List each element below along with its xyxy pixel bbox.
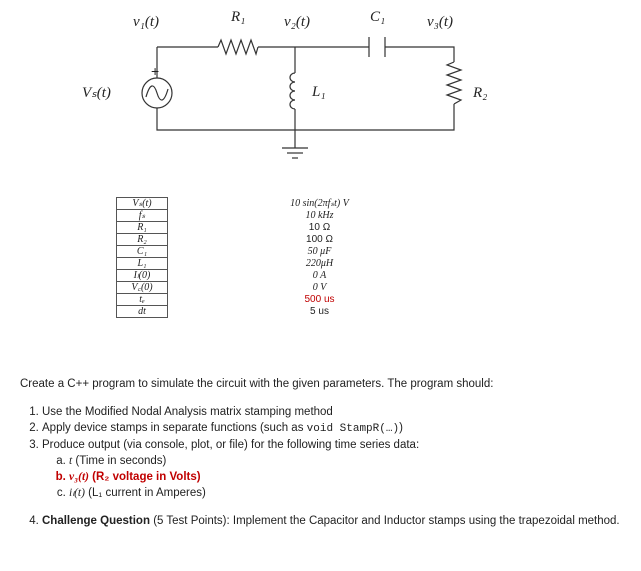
parameter-value: 50 μF: [307, 246, 332, 257]
parameter-table: [116, 197, 375, 318]
parameter-row: [117, 294, 375, 306]
node-label-v1: v₁(t): [133, 14, 160, 30]
parameter-spacer: [168, 234, 265, 246]
parameter-spacer: [168, 210, 265, 222]
parameter-value: 5 us: [310, 306, 329, 317]
challenge-heading: Challenge Question: [42, 515, 150, 527]
requirement-4: [42, 513, 641, 529]
assignment-prompt: Create a C++ program to simulate the circuit with the given parameters. The program should:: [20, 378, 494, 390]
output-series-list: [42, 453, 641, 501]
requirement-1: [42, 404, 641, 420]
parameter-spacer: [168, 282, 265, 294]
parameter-value: 100 Ω: [306, 234, 333, 245]
requirement-1-text: Use the Modified Nodal Analysis matrix stamping method: [42, 406, 333, 418]
parameter-row: [117, 258, 375, 270]
parameter-spacer: [168, 306, 265, 318]
parameter-value: 0 V: [312, 282, 327, 293]
output-time-text: (Time in seconds): [72, 455, 167, 467]
wire-source-bottom: [157, 108, 295, 130]
requirement-3-text: Produce output (via console, plot, or file) for the following time series data:: [42, 439, 420, 451]
inductor-l1: [290, 73, 295, 109]
parameter-value: 220μH: [305, 258, 334, 269]
resistor-r2: [447, 62, 461, 104]
parameter-symbol: L₁: [117, 258, 168, 270]
parameter-row: [117, 282, 375, 294]
resistor-r1-label: R₁: [231, 9, 246, 25]
parameter-spacer: [168, 246, 265, 258]
parameter-spacer: [168, 258, 265, 270]
output-il: [69, 485, 641, 501]
output-time: [69, 453, 641, 469]
output-v3: [69, 469, 641, 485]
output-v3-text: (R₂ voltage in Volts): [88, 471, 201, 483]
resistor-r2-label: R₂: [473, 85, 488, 101]
requirements-list: [20, 404, 641, 529]
output-il-text: (L₁ current in Amperes): [84, 487, 206, 499]
parameter-symbol: R₂: [117, 234, 168, 246]
parameter-symbol: tₑ: [117, 294, 168, 306]
parameter-row: [117, 210, 375, 222]
capacitor-c1-label: C₁: [370, 9, 386, 25]
parameter-symbol: dt: [117, 306, 168, 318]
parameter-row: [117, 306, 375, 318]
source-label: Vₛ(t): [82, 85, 111, 101]
parameter-symbol: Vₛ(t): [117, 198, 168, 210]
stamp-function-code: void StampR(…): [306, 423, 400, 435]
parameter-value: 10 Ω: [308, 222, 331, 233]
parameter-row: [117, 198, 375, 210]
wire-top-right: [385, 47, 454, 62]
inductor-l1-label: L₁: [312, 84, 326, 100]
parameter-value: 0 A: [312, 270, 327, 281]
parameter-spacer: [168, 270, 265, 282]
parameter-row: [117, 234, 375, 246]
parameter-spacer: [168, 222, 265, 234]
parameter-symbol: V꜀(0): [117, 282, 168, 294]
wire-r2-bottom: [295, 104, 454, 130]
parameter-spacer: [168, 294, 265, 306]
circuit-diagram: [0, 0, 641, 190]
source-plus-sign: +: [151, 63, 160, 79]
parameter-row: [117, 246, 375, 258]
requirement-2-suffix: ): [399, 422, 403, 434]
requirement-3: [42, 437, 641, 501]
parameter-value: 10 sin(2πfₛt) V: [290, 198, 349, 209]
resistor-r1: [218, 40, 258, 54]
node-label-v3: v₃(t): [427, 14, 454, 30]
sine-wave-icon: [146, 86, 168, 100]
requirement-2: [42, 420, 641, 437]
output-il-symbol: iₗ(t): [69, 487, 85, 499]
parameter-value: 500 us: [304, 294, 335, 305]
challenge-text: (5 Test Points): Implement the Capacitor and Inductor stamps using the trapezoidal method.: [150, 515, 620, 527]
parameter-spacer: [168, 198, 265, 210]
requirement-2-prefix: Apply device stamps in separate functions (such as: [42, 422, 307, 434]
parameter-row: [117, 222, 375, 234]
parameter-value: 10 kHz: [305, 210, 334, 221]
parameter-symbol: C₁: [117, 246, 168, 258]
parameter-symbol: fₛ: [117, 210, 168, 222]
parameter-row: [117, 270, 375, 282]
output-time-symbol: t: [69, 455, 73, 467]
parameter-symbol: Iₗ(0): [117, 270, 168, 282]
output-v3-symbol: v₃(t): [69, 471, 89, 483]
parameter-symbol: R₁: [117, 222, 168, 234]
node-label-v2: v₂(t): [284, 14, 311, 30]
